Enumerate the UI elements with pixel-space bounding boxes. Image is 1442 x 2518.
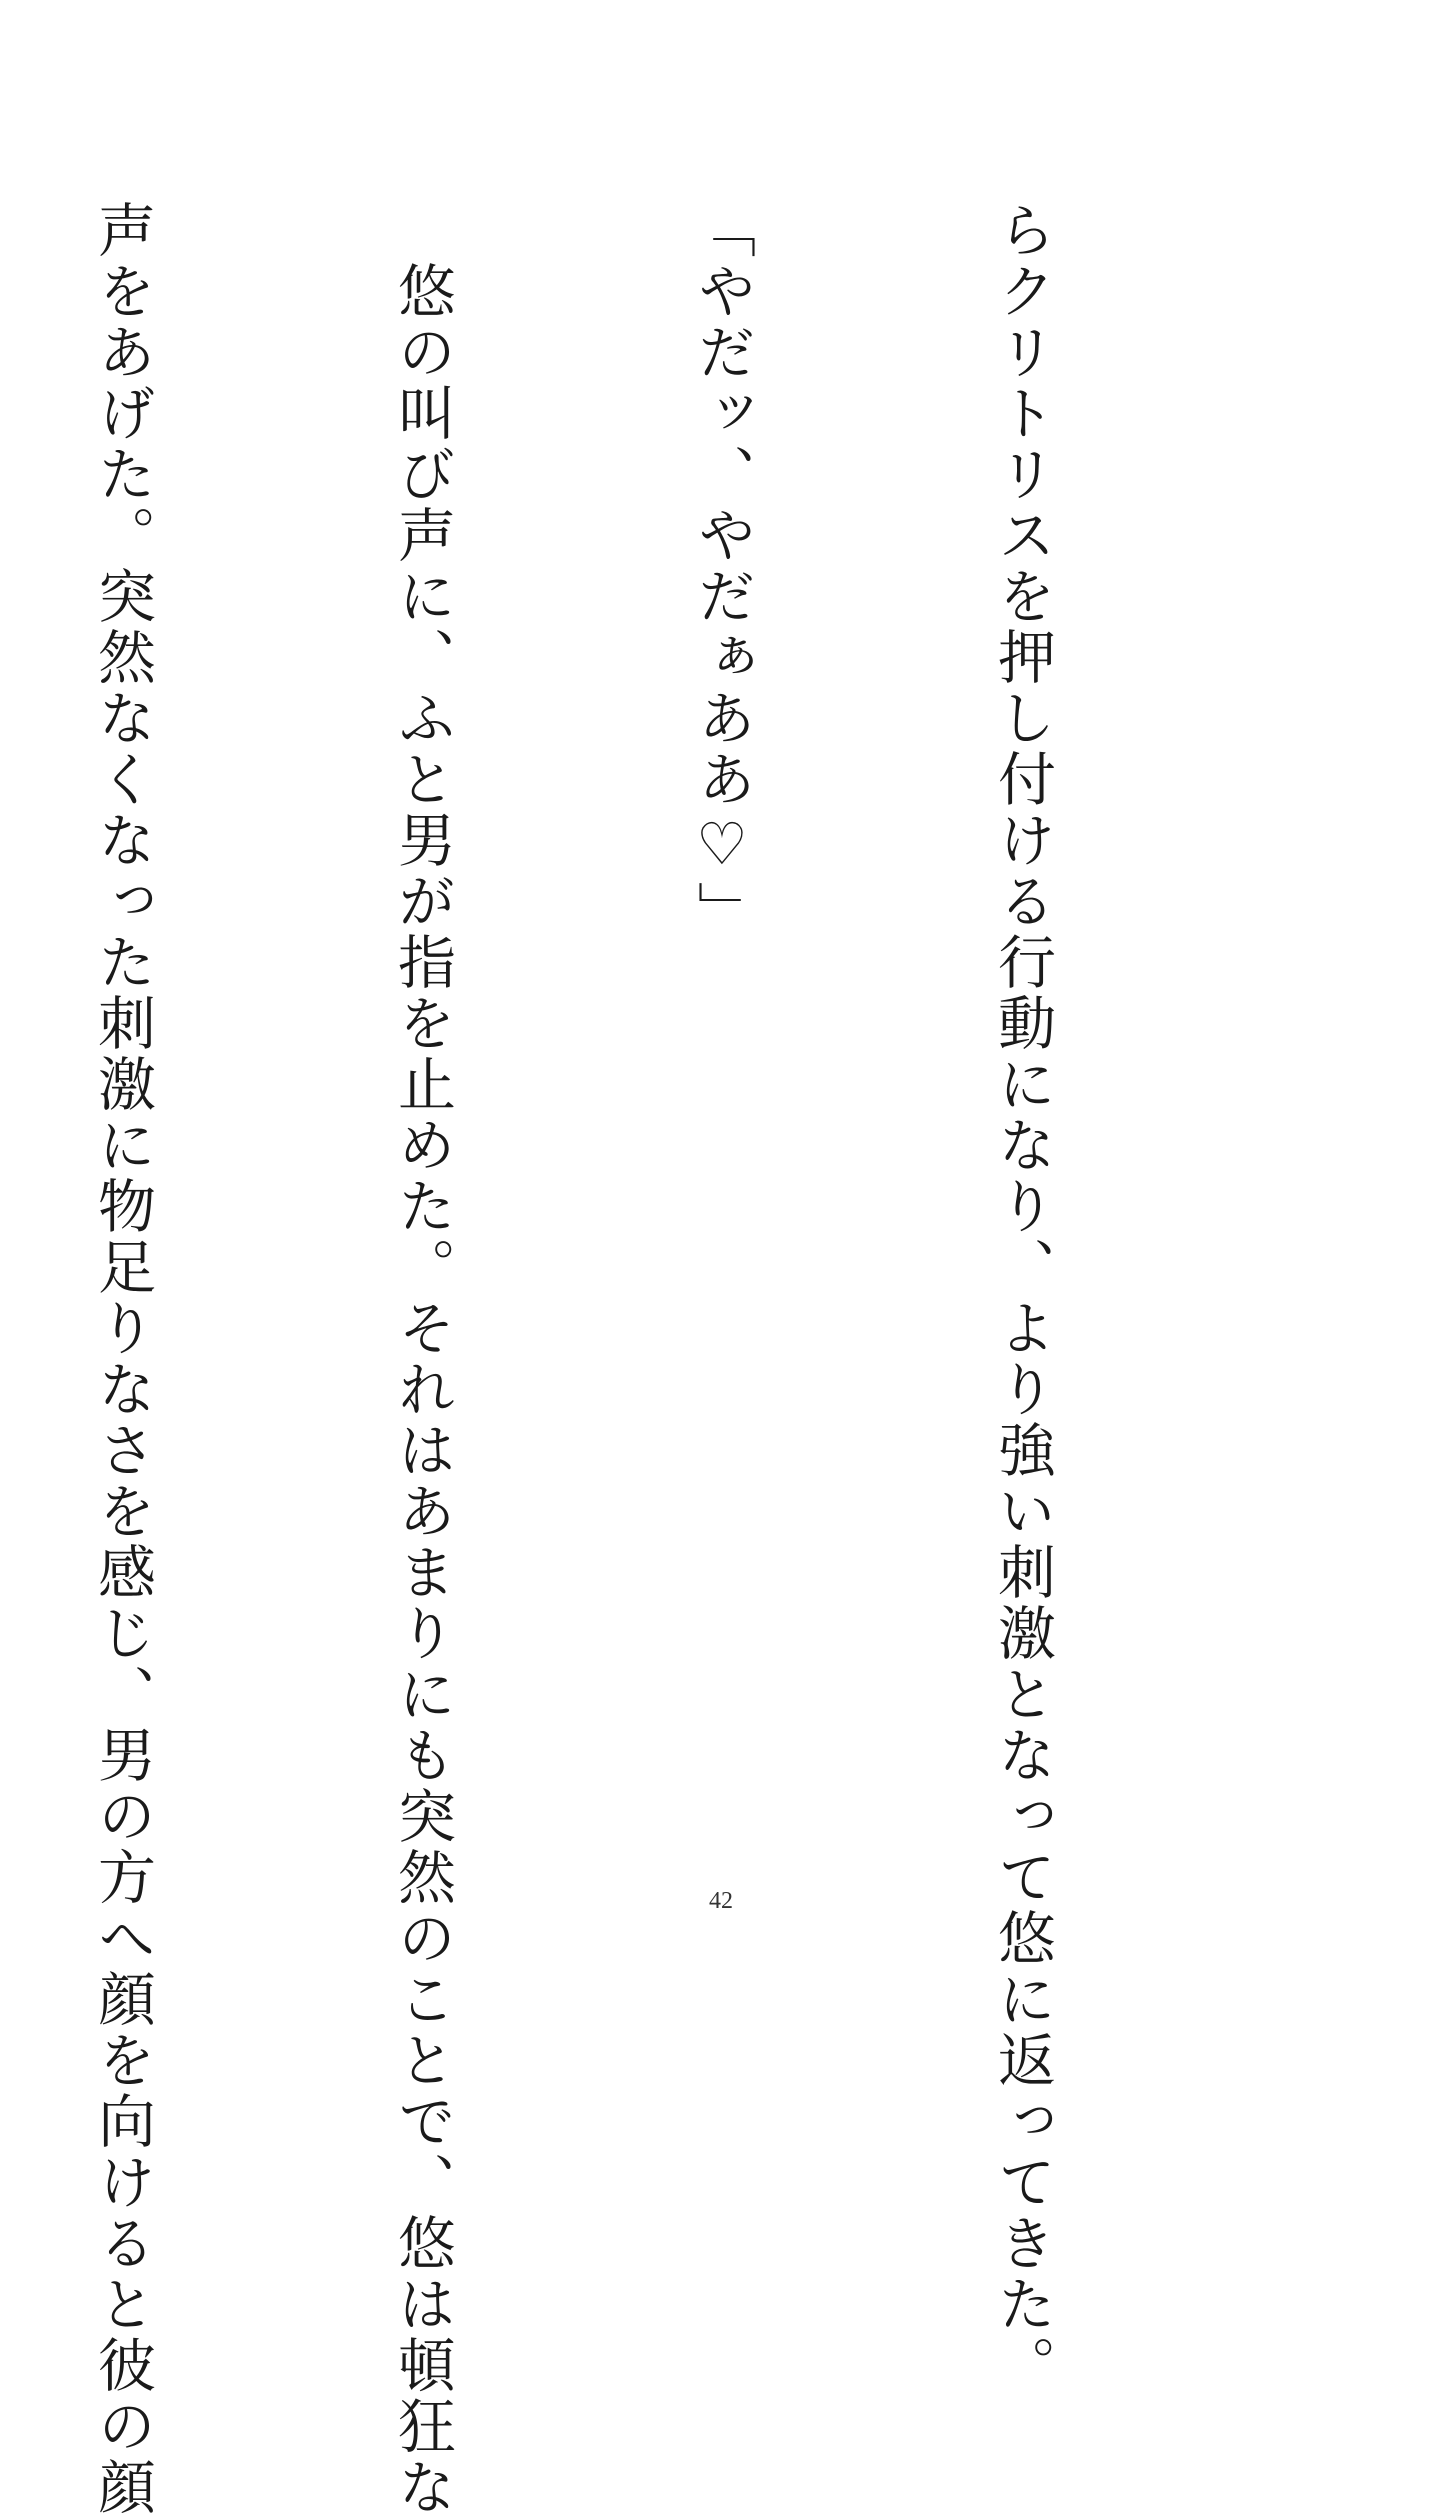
text-line: 悠の叫び声に、ふと男が指を止めた。それはあまりにも突然のことで、悠は頓狂な xyxy=(388,200,456,2518)
text-line: 「やだッ、やだぁああ♡」 xyxy=(688,200,756,942)
text-line: らクリトリスを押し付ける行動になり、より強い刺激となって悠に返ってきた。 xyxy=(988,200,1056,2396)
text-line: 声をあげた。突然なくなった刺激に物足りなさを感じ、男の方へ顔を向けると彼の顔 xyxy=(88,200,156,2518)
page-number: 42 xyxy=(709,1888,733,1914)
